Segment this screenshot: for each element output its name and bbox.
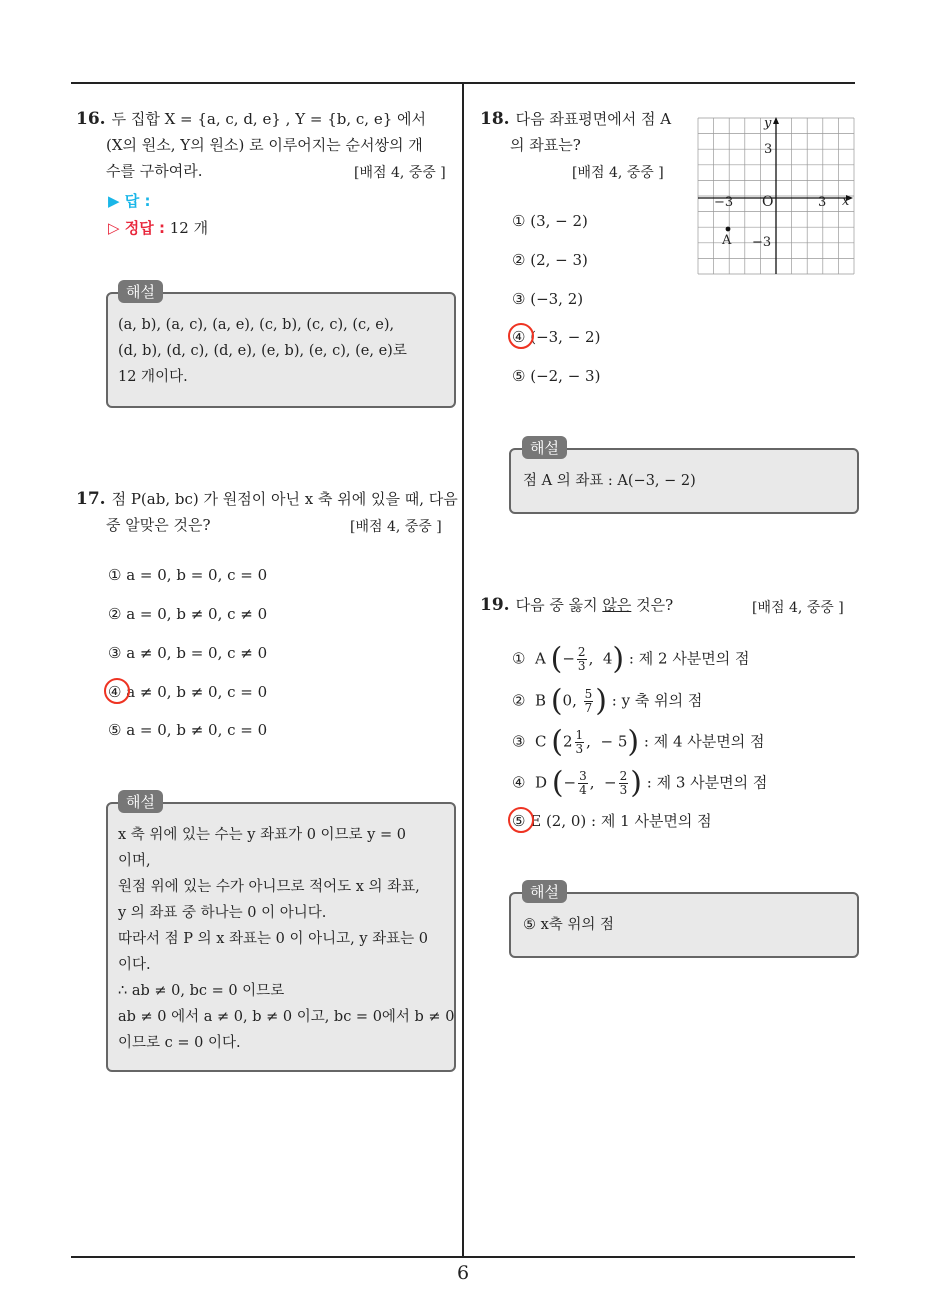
option-description: E (2, 0) : 제 1 사분면의 점 — [530, 812, 712, 830]
fraction: $\frac{5}{7}$ — [584, 687, 593, 715]
correct-answer-value: 12 개 — [169, 219, 209, 237]
fraction: $\frac{2}{3}$ — [577, 645, 586, 673]
solution-line: (a, b), (a, c), (a, e), (c, b), (c, c), (c, e), — [118, 317, 395, 333]
option-1[interactable]: ① (3, − 2) — [512, 212, 588, 230]
option-mark: ② — [512, 691, 526, 710]
bottom-rule — [71, 1256, 855, 1258]
solution-tag: 해설 — [522, 880, 567, 903]
option-2[interactable]: ② B (0, $\frac{5}{7}$ ) : y 축 위의 점 — [512, 683, 703, 719]
tick-label-x-neg3: −3 — [714, 195, 734, 210]
question-text-line: 의 좌표는? — [510, 136, 581, 154]
point-a-label: A — [722, 233, 732, 248]
solution-line: 이므로 c = 0 이다. — [118, 1035, 241, 1051]
fraction: $\frac{2}{3}$ — [619, 769, 628, 797]
solution-line: (d, b), (d, c), (d, e), (e, b), (e, c), (e, e)로 — [118, 343, 407, 359]
option-mark: ③ — [512, 732, 526, 751]
point-name: C — [535, 732, 547, 751]
solution-line: y 의 좌표 중 하나는 0 이 아니다. — [118, 905, 327, 921]
option-mark: ④ — [512, 773, 526, 792]
option-5[interactable]: ⑤ a = 0, b ≠ 0, c = 0 — [108, 721, 268, 739]
tick-label-y-3: 3 — [764, 142, 773, 157]
solution-line: 이며, — [118, 853, 151, 869]
solution-line: 따라서 점 P 의 x 좌표는 0 이 아니고, y 좌표는 0 — [118, 931, 428, 947]
option-description: : y 축 위의 점 — [611, 691, 703, 710]
x-axis-label: x — [842, 194, 850, 209]
option-2[interactable]: ② (2, − 3) — [512, 251, 588, 269]
question-text-line: 다음 중 옳지 — [515, 596, 603, 614]
point-name: A — [535, 649, 546, 668]
answer-check-mark — [508, 323, 534, 349]
question-text-line: 수를 구하여라. — [106, 162, 203, 180]
answer-check-mark — [508, 807, 534, 833]
correct-answer-label: ▷ 정답 : — [108, 219, 165, 237]
solution-line: 이다. — [118, 957, 151, 973]
option-3[interactable]: ③ C (2 $\frac{1}{3}$ , − 5) : 제 4 사분면의 점 — [512, 724, 765, 760]
option-3[interactable]: ③ (−3, 2) — [512, 290, 584, 308]
solution-tag: 해설 — [118, 280, 163, 303]
score-label: [배점 4, 중중 ] — [572, 165, 664, 181]
question-text-line: 점 P(ab, bc) 가 원점이 아닌 x 축 위에 있을 때, 다음 — [111, 490, 458, 508]
option-5[interactable]: ⑤ (−2, − 3) — [512, 367, 601, 385]
option-description: : 제 2 사분면의 점 — [628, 649, 750, 668]
point-name: B — [535, 691, 547, 710]
option-description: : 제 3 사분면의 점 — [646, 773, 768, 792]
solution-line: x 축 위에 있는 수는 y 좌표가 0 이므로 y = 0 — [118, 827, 406, 843]
question-text-line: 다음 좌표평면에서 점 A — [515, 110, 672, 128]
option-description: : 제 4 사분면의 점 — [643, 732, 765, 751]
question-number: 17. — [76, 489, 106, 509]
option-mark: ① — [512, 649, 526, 668]
question-number: 19. — [480, 595, 510, 615]
point-a — [726, 227, 731, 232]
option-1[interactable]: ① A (− $\frac{2}{3}$ , 4) : 제 2 사분면의 점 — [512, 641, 750, 677]
solution-tag: 해설 — [522, 436, 567, 459]
question-number: 18. — [480, 109, 510, 129]
fraction: $\frac{1}{3}$ — [575, 728, 584, 756]
answer-check-mark — [104, 678, 130, 704]
option-4[interactable]: ④ (−3, − 2) — [512, 328, 601, 346]
question-text-line: 것은? — [631, 596, 674, 614]
solution-tag: 해설 — [118, 790, 163, 813]
column-divider — [462, 82, 464, 1258]
solution-box — [106, 802, 456, 1072]
solution-line: ab ≠ 0 에서 a ≠ 0, b ≠ 0 이고, bc = 0에서 b ≠ 0 — [118, 1009, 455, 1025]
solution-line: 12 개이다. — [118, 369, 188, 385]
answer-label: ▶ 답 : — [108, 192, 151, 210]
option-1[interactable]: ① a = 0, b = 0, c = 0 — [108, 566, 268, 584]
underlined-word: 않은 — [602, 596, 632, 614]
solution-line: 점 A 의 좌표 : A(−3, − 2) — [523, 473, 696, 489]
tick-label-x-3: 3 — [818, 195, 827, 210]
fraction: $\frac{3}{4}$ — [579, 769, 587, 797]
question-number: 16. — [76, 109, 106, 129]
score-label: [배점 4, 중중 ] — [354, 165, 446, 181]
question-text-line: 중 알맞은 것은? — [106, 516, 211, 534]
option-4[interactable]: ④ D (− $\frac{3}{4}$ , − $\frac{2}{3}$ ) : 제 3 사분면의 점 — [512, 765, 768, 801]
option-mark: ⑤ — [512, 812, 526, 830]
score-label: [배점 4, 중중 ] — [752, 600, 844, 616]
solution-line: 원점 위에 있는 수가 아니므로 적어도 x 의 좌표, — [118, 879, 420, 895]
option-4[interactable]: ④ a ≠ 0, b ≠ 0, c = 0 — [108, 683, 268, 701]
question-text-line: 두 집합 X = {a, c, d, e} , Y = {b, c, e} 에서 — [111, 110, 426, 128]
page-number: 6 — [456, 1262, 470, 1284]
point-name: D — [535, 773, 548, 792]
score-label: [배점 4, 중중 ] — [350, 519, 442, 535]
question-text-line: (X의 원소, Y의 원소) 로 이루어지는 순서쌍의 개 — [106, 136, 423, 154]
option-2[interactable]: ② a = 0, b ≠ 0, c ≠ 0 — [108, 605, 268, 623]
tick-label-y-neg3: −3 — [752, 235, 772, 250]
option-3[interactable]: ③ a ≠ 0, b = 0, c ≠ 0 — [108, 644, 268, 662]
solution-line: ⑤ x축 위의 점 — [523, 917, 615, 933]
y-axis-label: y — [764, 116, 772, 131]
origin-label: O — [762, 194, 774, 210]
solution-box — [106, 292, 456, 408]
solution-line: ∴ ab ≠ 0, bc = 0 이므로 — [118, 983, 285, 999]
option-5[interactable] — [512, 811, 712, 831]
